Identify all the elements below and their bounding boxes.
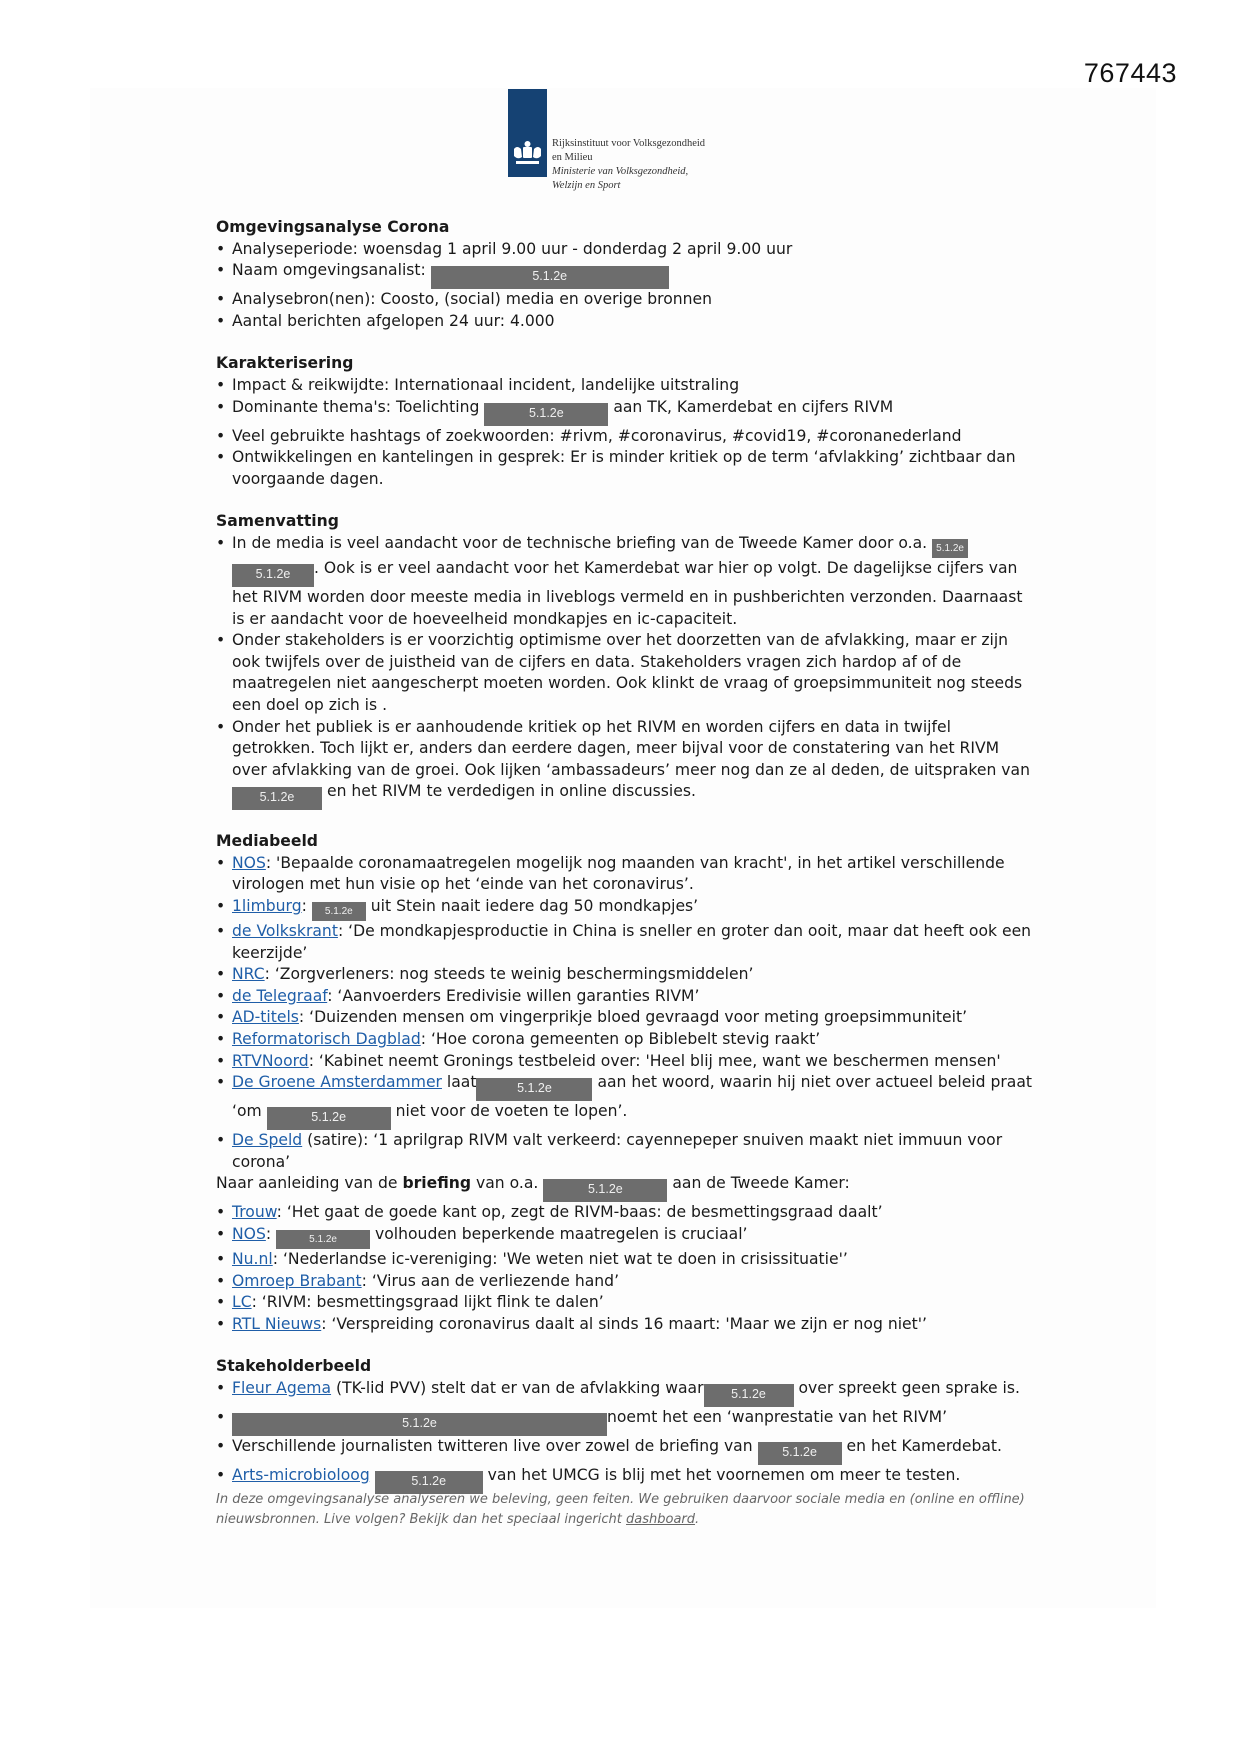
item-text: over spreekt geen sprake is. — [798, 1378, 1020, 1397]
document-title: Omgevingsanalyse Corona — [216, 218, 450, 236]
item-text: : ‘Aanvoerders Eredivisie willen garanties RIVM’ — [327, 986, 700, 1005]
item-text: : ‘RIVM: besmettingsgraad lijkt flink te dalen’ — [251, 1293, 604, 1312]
item-text: (satire): ‘1 aprilgrap RIVM valt verkeerd: cayennepeper snuiven maakt niet immuun voor corona’ — [232, 1131, 1003, 1171]
item-text: : ‘Nederlandse ic-vereniging: 'We weten niet wat te doen in crisissituatie'’ — [272, 1250, 848, 1268]
source-link-volkskrant[interactable]: de Volkskrant — [232, 922, 338, 941]
item-text-bold: briefing — [402, 1174, 472, 1193]
list-item — [216, 1314, 1036, 1336]
list-item — [216, 260, 1036, 289]
stakeholder-link-fleur-agema[interactable]: Fleur Agema — [232, 1378, 332, 1397]
list-item — [216, 375, 1036, 397]
list-item — [216, 1051, 1036, 1073]
redaction-block: 5.1.2e — [232, 787, 322, 810]
item-text: Impact & reikwijdte: Internationaal incident, landelijke uitstraling — [232, 375, 740, 394]
item-text: laat — [441, 1073, 477, 1092]
document-id: 767443 — [1083, 58, 1177, 88]
item-text: : ‘Verspreiding coronavirus daalt al sinds 16 maart: 'Maar we zijn er nog niet'’ — [321, 1314, 927, 1333]
item-text: . Ook is er veel aandacht voor het Kamerdebat war hier op volgt. De dagelijkse cijfers van het RIVM worden door meeste media in liveblogs vermeld en in pushberichten verzonden. Daarnaast is er aandacht voor de hoeveelheid mondkapjes en ic-capaciteit. — [232, 558, 1023, 628]
logo-line-3: Ministerie van Volksgezondheid, — [552, 166, 689, 177]
item-text: Analyseperiode: woensdag 1 april 9.00 uur - donderdag 2 april 9.00 uur — [232, 239, 793, 258]
item-text: volhouden beperkende maatregelen is cruciaal’ — [375, 1225, 748, 1243]
redaction-block: 5.1.2e — [932, 539, 968, 558]
footer-text: In deze omgevingsanalyse analyseren we beleving, geen feiten. We gebruiken daarvoor sociale media en (online en offline) nieuwsbronnen. Live volgen? Bekijk dan het speciaal ingericht — [216, 1492, 1025, 1527]
list-item — [216, 1130, 1036, 1173]
section-karakterisering — [216, 353, 1036, 490]
list-item — [216, 964, 1036, 986]
list-item — [216, 853, 1036, 896]
section-heading: Mediabeeld — [216, 832, 318, 851]
list-item — [216, 986, 1036, 1008]
list-item — [216, 397, 1036, 426]
source-link-rtvnoord[interactable]: RTVNoord — [232, 1051, 309, 1070]
source-link-nu-nl[interactable]: Nu.nl — [232, 1250, 273, 1268]
list-item — [216, 1029, 1036, 1051]
list-item — [216, 717, 1036, 811]
source-link-lc[interactable]: LC — [232, 1293, 252, 1312]
redaction-block: 5.1.2e — [232, 1413, 607, 1436]
list-item — [216, 1407, 1036, 1436]
redaction-block: 5.1.2e — [476, 1078, 592, 1101]
item-text: Onder het publiek is er aanhoudende kritiek op het RIVM en worden cijfers en data in twijfel getrokken. Toch lijkt er, anders dan eerdere dagen, meer bijval voor de constatering van het RIVM over afvlakking van de groei. Ook lijken ‘ambassadeurs’ meer nog dan ze al deden, de uitspraken van — [232, 717, 1030, 779]
item-text: Verschillende journalisten twitteren live over zowel de briefing van — [232, 1436, 753, 1455]
list-item — [216, 1224, 1036, 1249]
list-item — [216, 1007, 1036, 1029]
redaction-block: 5.1.2e — [232, 564, 314, 587]
logo-bar — [508, 89, 547, 177]
source-link-trouw[interactable]: Trouw — [232, 1203, 277, 1222]
source-link-rtl-nieuws[interactable]: RTL Nieuws — [232, 1314, 322, 1333]
source-link-nrc[interactable]: NRC — [232, 965, 265, 984]
briefing-intro — [216, 1173, 1036, 1202]
list-item — [216, 921, 1036, 964]
item-text: van o.a. — [471, 1174, 539, 1193]
redaction-block: 5.1.2e — [375, 1471, 483, 1494]
footer-text-end: . — [695, 1511, 700, 1527]
disclaimer-footer — [216, 1490, 1036, 1529]
source-link-nos[interactable]: NOS — [232, 853, 266, 872]
list-item — [216, 1202, 1036, 1224]
item-text: : ‘Kabinet neemt Gronings testbeleid over: 'Heel blij mee, want we beschermen mensen' — [308, 1051, 1001, 1070]
list-item — [216, 1292, 1036, 1314]
item-text: : — [301, 897, 312, 916]
logo-line-2: en Milieu — [552, 152, 593, 163]
redaction-block: 5.1.2e — [758, 1442, 842, 1465]
dashboard-link[interactable]: dashboard — [626, 1511, 696, 1527]
redaction-block: 5.1.2e — [267, 1107, 391, 1130]
item-text: : — [265, 1225, 277, 1243]
stakeholder-link-arts-microbioloog[interactable]: Arts-microbioloog — [232, 1465, 370, 1484]
item-text: : ‘Virus aan de verliezende hand’ — [361, 1271, 620, 1290]
item-text: : ‘Duizenden mensen om vingerprikje bloed gevraagd voor meting groepsimmuniteit’ — [298, 1008, 968, 1027]
document-body — [216, 217, 1036, 1515]
list-item — [216, 1249, 1036, 1271]
item-text: Ontwikkelingen en kantelingen in gesprek: Er is minder kritiek op de term ‘afvlakking’ zichtbaar dan voorgaande dagen. — [232, 448, 1016, 488]
list-item — [216, 311, 1036, 333]
item-text: Veel gebruikte hashtags of zoekwoorden: #rivm, #coronavirus, #covid19, #coronanederland — [232, 426, 962, 445]
list-item — [216, 1378, 1036, 1407]
coat-of-arms-icon — [512, 139, 543, 167]
item-text: noemt het een ‘wanprestatie van het RIVM’ — [607, 1407, 948, 1426]
list-item — [216, 289, 1036, 311]
item-text: Aantal berichten afgelopen 24 uur: 4.000 — [232, 311, 555, 330]
section-stakeholderbeeld — [216, 1356, 1036, 1494]
item-text: Dominante thema's: Toelichting — [232, 397, 480, 416]
item-text: en het RIVM te verdedigen in online discussies. — [326, 782, 696, 801]
list-item — [216, 1436, 1036, 1465]
logo-text — [552, 137, 705, 193]
item-text: aan TK, Kamerdebat en cijfers RIVM — [613, 397, 894, 416]
source-link-omroep-brabant[interactable]: Omroep Brabant — [232, 1271, 362, 1290]
item-text: Analysebron(nen): Coosto, (social) media en overige bronnen — [232, 290, 713, 309]
redaction-block: 5.1.2e — [276, 1230, 370, 1249]
section-heading: Stakeholderbeeld — [216, 1357, 372, 1376]
source-link-de-speld[interactable]: De Speld — [232, 1131, 303, 1150]
section-samenvatting — [216, 511, 1036, 810]
list-item — [216, 239, 1036, 261]
item-text: In de media is veel aandacht voor de technische briefing van de Tweede Kamer door o.a. — [232, 533, 928, 552]
redaction-block: 5.1.2e — [704, 1384, 794, 1407]
section-intro — [216, 217, 1036, 332]
source-link-ad-titels[interactable]: AD-titels — [232, 1008, 299, 1027]
section-heading: Karakterisering — [216, 354, 354, 373]
list-item — [216, 1072, 1036, 1130]
item-text: Naar aanleiding van de — [216, 1174, 403, 1193]
item-text: aan de Tweede Kamer: — [672, 1174, 850, 1193]
redaction-block: 5.1.2e — [312, 902, 366, 921]
section-mediabeeld — [216, 831, 1036, 1335]
item-text: : ‘Het gaat de goede kant op, zegt de RIVM-baas: de besmettingsgraad daalt’ — [276, 1203, 883, 1222]
list-item — [216, 1271, 1036, 1293]
list-item — [216, 426, 1036, 448]
item-text: : 'Bepaalde coronamaatregelen mogelijk nog maanden van kracht', in het artikel verschillende virologen met hun visie op het ‘einde van het coronavirus’. — [232, 853, 1005, 894]
list-item — [216, 630, 1036, 716]
item-text: uit Stein naait iedere dag 50 mondkapjes’ — [370, 897, 699, 916]
logo-line-4: Welzijn en Sport — [552, 180, 621, 191]
item-text: : ‘Hoe corona gemeenten op Biblebelt stevig raakt’ — [420, 1030, 821, 1049]
list-item — [216, 533, 1036, 630]
list-item — [216, 896, 1036, 921]
section-heading: Samenvatting — [216, 512, 339, 531]
source-link-telegraaf[interactable]: de Telegraaf — [232, 986, 328, 1005]
redaction-block: 5.1.2e — [543, 1179, 667, 1202]
redaction-block: 5.1.2e — [431, 266, 669, 289]
item-text: aan het woord, waarin hij niet over actueel beleid praat ‘om — [232, 1073, 1033, 1121]
item-text: niet voor de voeten te lopen’. — [395, 1102, 628, 1121]
source-link-nos-2[interactable]: NOS — [232, 1225, 266, 1243]
source-link-groene-amsterdammer[interactable]: De Groene Amsterdammer — [232, 1073, 442, 1092]
item-text: en het Kamerdebat. — [846, 1436, 1002, 1455]
item-text: : ‘De mondkapjesproductie in China is sneller en groter dan ooit, maar dat heeft ook een keerzijde’ — [232, 922, 1032, 962]
source-link-reformatorisch-dagblad[interactable]: Reformatorisch Dagblad — [232, 1030, 421, 1049]
item-text: (TK-lid PVV) stelt dat er van de afvlakking waar — [331, 1378, 704, 1397]
item-text: van het UMCG is blij met het voornemen om meer te testen. — [487, 1465, 961, 1484]
item-text: : ‘Zorgverleners: nog steeds te weinig beschermingsmiddelen’ — [264, 965, 754, 984]
list-item — [216, 447, 1036, 490]
rivm-logo — [508, 89, 705, 193]
item-text: Naam omgevingsanalist: — [232, 261, 426, 280]
logo-line-1: Rijksinstituut voor Volksgezondheid — [552, 138, 706, 149]
source-link-1limburg[interactable]: 1limburg — [232, 897, 302, 916]
item-text: Onder stakeholders is er voorzichtig optimisme over het doorzetten van de afvlakking, maar er zijn ook twijfels over de juistheid van de cijfers en data. Stakeholders vragen zich hardop af of de maatregelen niet aangescherpt moeten worden. Ook klinkt de vraag of groepsimmuniteit nog steeds een doel op zich is . — [232, 631, 1023, 714]
redaction-block: 5.1.2e — [484, 403, 608, 426]
